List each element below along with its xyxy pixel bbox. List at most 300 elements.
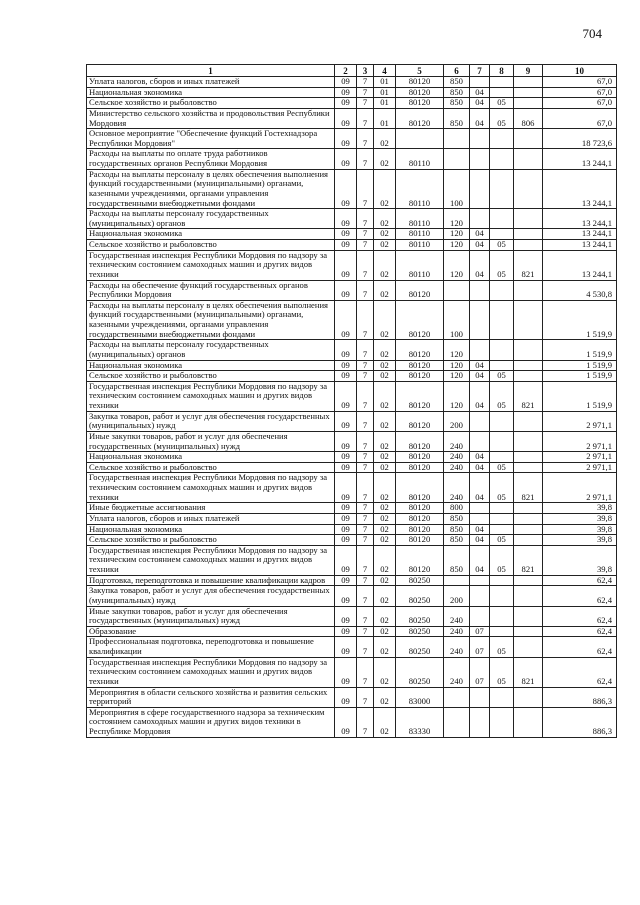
code-cell: 821 xyxy=(514,545,543,575)
amount-cell: 1 519,9 xyxy=(543,381,617,411)
code-cell: 821 xyxy=(514,381,543,411)
code-cell: 80120 xyxy=(396,371,444,382)
table-row xyxy=(87,707,617,737)
table-row xyxy=(87,229,617,240)
row-name: Сельское хозяйство и рыболовство xyxy=(87,98,335,109)
amount-cell: 13 244,1 xyxy=(543,149,617,169)
amount-cell: 39,8 xyxy=(543,524,617,535)
code-cell xyxy=(514,149,543,169)
code-cell: 02 xyxy=(374,687,396,707)
code-cell: 02 xyxy=(374,280,396,300)
row-name: Профессиональная подготовка, переподготовка и повышение квалификации xyxy=(87,637,335,657)
code-cell: 7 xyxy=(357,535,374,546)
code-cell: 7 xyxy=(357,108,374,128)
code-cell: 05 xyxy=(490,545,514,575)
code-cell: 04 xyxy=(470,462,490,473)
row-name: Уплата налогов, сборов и иных платежей xyxy=(87,77,335,88)
code-cell: 7 xyxy=(357,462,374,473)
code-cell: 80250 xyxy=(396,606,444,626)
table-row xyxy=(87,300,617,340)
code-cell xyxy=(514,300,543,340)
row-name: Государственная инспекция Республики Мордовия по надзору за техническим состоянием самоходных машин и других видов техники xyxy=(87,545,335,575)
code-cell: 02 xyxy=(374,606,396,626)
table-row xyxy=(87,280,617,300)
code-cell xyxy=(470,586,490,606)
table-row xyxy=(87,371,617,382)
code-cell: 02 xyxy=(374,300,396,340)
code-cell xyxy=(490,280,514,300)
row-name: Расходы на обеспечение функций государственных органов Республики Мордовия xyxy=(87,280,335,300)
code-cell: 850 xyxy=(444,87,470,98)
code-cell: 09 xyxy=(335,300,357,340)
amount-cell: 13 244,1 xyxy=(543,229,617,240)
code-cell xyxy=(514,606,543,626)
code-cell: 80120 xyxy=(396,300,444,340)
code-cell: 120 xyxy=(444,381,470,411)
code-cell: 83000 xyxy=(396,687,444,707)
code-cell: 7 xyxy=(357,473,374,503)
code-cell: 05 xyxy=(490,657,514,687)
code-cell: 02 xyxy=(374,462,396,473)
code-cell: 02 xyxy=(374,250,396,280)
code-cell: 05 xyxy=(490,98,514,109)
code-cell xyxy=(514,524,543,535)
code-cell xyxy=(490,606,514,626)
code-cell: 7 xyxy=(357,381,374,411)
code-cell xyxy=(470,149,490,169)
table-row xyxy=(87,513,617,524)
code-cell xyxy=(490,209,514,229)
code-cell: 04 xyxy=(470,87,490,98)
code-cell: 7 xyxy=(357,626,374,637)
code-cell: 7 xyxy=(357,250,374,280)
code-cell: 04 xyxy=(470,524,490,535)
table-row xyxy=(87,657,617,687)
code-cell: 09 xyxy=(335,535,357,546)
table-row xyxy=(87,431,617,451)
amount-cell: 62,4 xyxy=(543,606,617,626)
code-cell: 02 xyxy=(374,340,396,360)
code-cell: 7 xyxy=(357,707,374,737)
table-row xyxy=(87,687,617,707)
amount-cell: 18 723,6 xyxy=(543,129,617,149)
code-cell: 02 xyxy=(374,535,396,546)
code-cell xyxy=(514,240,543,251)
code-cell: 02 xyxy=(374,473,396,503)
amount-cell: 62,4 xyxy=(543,626,617,637)
code-cell: 02 xyxy=(374,626,396,637)
amount-cell: 62,4 xyxy=(543,657,617,687)
column-header: 6 xyxy=(444,65,470,77)
code-cell: 80250 xyxy=(396,586,444,606)
code-cell: 05 xyxy=(490,371,514,382)
code-cell: 7 xyxy=(357,513,374,524)
code-cell: 7 xyxy=(357,149,374,169)
code-cell xyxy=(514,280,543,300)
code-cell: 850 xyxy=(444,524,470,535)
code-cell: 09 xyxy=(335,462,357,473)
table-row xyxy=(87,240,617,251)
table-header-row xyxy=(87,65,617,77)
code-cell: 04 xyxy=(470,452,490,463)
code-cell: 200 xyxy=(444,411,470,431)
code-cell: 04 xyxy=(470,545,490,575)
code-cell: 7 xyxy=(357,300,374,340)
code-cell: 02 xyxy=(374,545,396,575)
code-cell: 7 xyxy=(357,545,374,575)
code-cell: 05 xyxy=(490,240,514,251)
row-name: Государственная инспекция Республики Мордовия по надзору за техническим состоянием самоходных машин и других видов техники xyxy=(87,657,335,687)
code-cell: 7 xyxy=(357,503,374,514)
table-row xyxy=(87,77,617,88)
code-cell: 7 xyxy=(357,240,374,251)
code-cell: 7 xyxy=(357,340,374,360)
code-cell: 02 xyxy=(374,129,396,149)
code-cell: 02 xyxy=(374,411,396,431)
code-cell: 7 xyxy=(357,586,374,606)
table-row xyxy=(87,98,617,109)
code-cell: 850 xyxy=(444,108,470,128)
amount-cell: 1 519,9 xyxy=(543,340,617,360)
code-cell: 07 xyxy=(470,657,490,687)
amount-cell: 13 244,1 xyxy=(543,250,617,280)
code-cell: 7 xyxy=(357,606,374,626)
table-row xyxy=(87,87,617,98)
code-cell: 800 xyxy=(444,503,470,514)
table-row xyxy=(87,411,617,431)
code-cell xyxy=(514,77,543,88)
code-cell xyxy=(490,575,514,586)
code-cell: 120 xyxy=(444,209,470,229)
code-cell: 7 xyxy=(357,98,374,109)
code-cell xyxy=(514,687,543,707)
row-name: Основное мероприятие "Обеспечение функций Гостехнадзора Республики Мордовия" xyxy=(87,129,335,149)
code-cell: 120 xyxy=(444,340,470,360)
code-cell xyxy=(514,229,543,240)
code-cell xyxy=(490,77,514,88)
amount-cell: 39,8 xyxy=(543,513,617,524)
amount-cell: 2 971,1 xyxy=(543,462,617,473)
code-cell: 240 xyxy=(444,431,470,451)
code-cell: 02 xyxy=(374,431,396,451)
code-cell xyxy=(470,77,490,88)
code-cell xyxy=(490,513,514,524)
budget-table xyxy=(86,64,617,738)
row-name: Сельское хозяйство и рыболовство xyxy=(87,371,335,382)
code-cell: 80120 xyxy=(396,77,444,88)
code-cell: 80250 xyxy=(396,657,444,687)
code-cell: 850 xyxy=(444,545,470,575)
code-cell: 09 xyxy=(335,240,357,251)
code-cell: 05 xyxy=(490,535,514,546)
code-cell xyxy=(444,687,470,707)
code-cell xyxy=(444,149,470,169)
table-row xyxy=(87,586,617,606)
table-row xyxy=(87,149,617,169)
code-cell: 01 xyxy=(374,77,396,88)
page-number: 704 xyxy=(582,26,602,41)
code-cell xyxy=(470,280,490,300)
table-row xyxy=(87,473,617,503)
code-cell: 80110 xyxy=(396,240,444,251)
amount-cell: 1 519,9 xyxy=(543,371,617,382)
row-name: Сельское хозяйство и рыболовство xyxy=(87,535,335,546)
code-cell: 09 xyxy=(335,707,357,737)
code-cell: 07 xyxy=(470,626,490,637)
code-cell: 80120 xyxy=(396,545,444,575)
code-cell: 02 xyxy=(374,524,396,535)
code-cell: 7 xyxy=(357,77,374,88)
amount-cell: 39,8 xyxy=(543,545,617,575)
row-name: Государственная инспекция Республики Мордовия по надзору за техническим состоянием самоходных машин и других видов техники xyxy=(87,250,335,280)
row-name: Расходы на выплаты персоналу в целях обеспечения выполнения функций государственными (муниципальными) органами, казенными учреждениями, органами управления государственными внебюджетными фондами xyxy=(87,169,335,209)
code-cell xyxy=(514,626,543,637)
code-cell: 7 xyxy=(357,360,374,371)
code-cell: 80250 xyxy=(396,626,444,637)
code-cell xyxy=(514,462,543,473)
code-cell: 80120 xyxy=(396,411,444,431)
code-cell xyxy=(490,149,514,169)
code-cell: 120 xyxy=(444,371,470,382)
code-cell xyxy=(490,360,514,371)
code-cell: 850 xyxy=(444,98,470,109)
code-cell: 02 xyxy=(374,513,396,524)
code-cell xyxy=(514,575,543,586)
code-cell xyxy=(514,87,543,98)
code-cell: 80120 xyxy=(396,462,444,473)
code-cell: 09 xyxy=(335,108,357,128)
code-cell xyxy=(490,452,514,463)
code-cell: 05 xyxy=(490,250,514,280)
code-cell: 120 xyxy=(444,240,470,251)
table-row xyxy=(87,250,617,280)
code-cell: 821 xyxy=(514,250,543,280)
code-cell: 02 xyxy=(374,371,396,382)
code-cell: 09 xyxy=(335,431,357,451)
column-header: 5 xyxy=(396,65,444,77)
code-cell: 09 xyxy=(335,360,357,371)
column-header: 9 xyxy=(514,65,543,77)
code-cell: 09 xyxy=(335,606,357,626)
code-cell xyxy=(396,129,444,149)
code-cell: 120 xyxy=(444,229,470,240)
code-cell xyxy=(514,209,543,229)
code-cell: 09 xyxy=(335,381,357,411)
code-cell: 01 xyxy=(374,98,396,109)
code-cell: 09 xyxy=(335,411,357,431)
code-cell: 806 xyxy=(514,108,543,128)
amount-cell: 13 244,1 xyxy=(543,240,617,251)
code-cell xyxy=(514,513,543,524)
code-cell: 7 xyxy=(357,431,374,451)
code-cell xyxy=(470,687,490,707)
row-name: Министерство сельского хозяйства и продовольствия Республики Мордовия xyxy=(87,108,335,128)
code-cell: 02 xyxy=(374,240,396,251)
table-row xyxy=(87,381,617,411)
table-row xyxy=(87,340,617,360)
code-cell: 80250 xyxy=(396,575,444,586)
table-row xyxy=(87,545,617,575)
code-cell: 240 xyxy=(444,626,470,637)
code-cell: 05 xyxy=(490,108,514,128)
table-row xyxy=(87,637,617,657)
code-cell: 09 xyxy=(335,575,357,586)
code-cell: 240 xyxy=(444,462,470,473)
code-cell xyxy=(490,687,514,707)
code-cell: 04 xyxy=(470,371,490,382)
code-cell: 09 xyxy=(335,340,357,360)
code-cell xyxy=(514,707,543,737)
code-cell xyxy=(470,169,490,209)
code-cell: 09 xyxy=(335,280,357,300)
column-header: 10 xyxy=(543,65,617,77)
code-cell: 7 xyxy=(357,229,374,240)
code-cell: 09 xyxy=(335,149,357,169)
code-cell xyxy=(514,98,543,109)
column-header: 2 xyxy=(335,65,357,77)
code-cell: 04 xyxy=(470,98,490,109)
code-cell: 7 xyxy=(357,129,374,149)
code-cell xyxy=(470,513,490,524)
column-header: 4 xyxy=(374,65,396,77)
row-name: Расходы на выплаты по оплате труда работников государственных органов Республики Мордовия xyxy=(87,149,335,169)
code-cell: 02 xyxy=(374,229,396,240)
column-header: 8 xyxy=(490,65,514,77)
code-cell: 09 xyxy=(335,209,357,229)
row-name: Иные закупки товаров, работ и услуг для обеспечения государственных (муниципальных) нужд xyxy=(87,606,335,626)
code-cell xyxy=(470,411,490,431)
code-cell: 100 xyxy=(444,169,470,209)
code-cell: 09 xyxy=(335,87,357,98)
code-cell: 02 xyxy=(374,637,396,657)
code-cell xyxy=(514,411,543,431)
code-cell: 850 xyxy=(444,513,470,524)
amount-cell: 39,8 xyxy=(543,535,617,546)
code-cell: 05 xyxy=(490,473,514,503)
code-cell: 80120 xyxy=(396,452,444,463)
amount-cell: 1 519,9 xyxy=(543,300,617,340)
code-cell: 09 xyxy=(335,452,357,463)
code-cell: 7 xyxy=(357,637,374,657)
table-row xyxy=(87,452,617,463)
code-cell: 80120 xyxy=(396,340,444,360)
code-cell: 80120 xyxy=(396,503,444,514)
code-cell: 7 xyxy=(357,687,374,707)
code-cell xyxy=(470,340,490,360)
row-name: Закупка товаров, работ и услуг для обеспечения государственных (муниципальных) нужд xyxy=(87,586,335,606)
table-body xyxy=(87,77,617,738)
code-cell: 7 xyxy=(357,411,374,431)
amount-cell: 67,0 xyxy=(543,87,617,98)
code-cell: 01 xyxy=(374,108,396,128)
row-name: Подготовка, переподготовка и повышение квалификации кадров xyxy=(87,575,335,586)
code-cell: 200 xyxy=(444,586,470,606)
code-cell: 850 xyxy=(444,77,470,88)
code-cell xyxy=(490,129,514,149)
code-cell: 80120 xyxy=(396,360,444,371)
code-cell: 09 xyxy=(335,169,357,209)
code-cell: 80120 xyxy=(396,87,444,98)
row-name: Образование xyxy=(87,626,335,637)
table-row xyxy=(87,129,617,149)
code-cell xyxy=(514,535,543,546)
code-cell: 7 xyxy=(357,575,374,586)
code-cell: 04 xyxy=(470,229,490,240)
table-row xyxy=(87,575,617,586)
table-row xyxy=(87,360,617,371)
code-cell: 04 xyxy=(470,108,490,128)
row-name: Национальная экономика xyxy=(87,360,335,371)
code-cell xyxy=(470,503,490,514)
code-cell: 07 xyxy=(470,637,490,657)
code-cell xyxy=(444,575,470,586)
code-cell: 120 xyxy=(444,250,470,280)
code-cell: 850 xyxy=(444,535,470,546)
code-cell: 04 xyxy=(470,381,490,411)
row-name: Расходы на выплаты персоналу в целях обеспечения выполнения функций государственными (муниципальными) органами, казенными учреждениями, органами управления государственными внебюджетными фондами xyxy=(87,300,335,340)
code-cell xyxy=(514,503,543,514)
code-cell xyxy=(444,707,470,737)
code-cell: 04 xyxy=(470,473,490,503)
amount-cell: 62,4 xyxy=(543,586,617,606)
code-cell: 80120 xyxy=(396,381,444,411)
row-name: Национальная экономика xyxy=(87,87,335,98)
code-cell xyxy=(470,431,490,451)
code-cell: 100 xyxy=(444,300,470,340)
code-cell: 7 xyxy=(357,524,374,535)
code-cell xyxy=(490,707,514,737)
code-cell xyxy=(470,300,490,340)
amount-cell: 886,3 xyxy=(543,707,617,737)
code-cell: 240 xyxy=(444,606,470,626)
table-row xyxy=(87,169,617,209)
code-cell: 80110 xyxy=(396,169,444,209)
row-name: Уплата налогов, сборов и иных платежей xyxy=(87,513,335,524)
code-cell xyxy=(490,300,514,340)
code-cell: 09 xyxy=(335,637,357,657)
code-cell: 80120 xyxy=(396,280,444,300)
amount-cell: 2 971,1 xyxy=(543,431,617,451)
amount-cell: 1 519,9 xyxy=(543,360,617,371)
code-cell xyxy=(490,586,514,606)
code-cell: 80110 xyxy=(396,229,444,240)
row-name: Сельское хозяйство и рыболовство xyxy=(87,462,335,473)
code-cell: 04 xyxy=(470,360,490,371)
code-cell: 240 xyxy=(444,452,470,463)
code-cell: 80120 xyxy=(396,98,444,109)
amount-cell: 4 530,8 xyxy=(543,280,617,300)
row-name: Национальная экономика xyxy=(87,229,335,240)
code-cell: 09 xyxy=(335,371,357,382)
table-row xyxy=(87,524,617,535)
code-cell: 09 xyxy=(335,98,357,109)
code-cell: 02 xyxy=(374,360,396,371)
amount-cell: 2 971,1 xyxy=(543,411,617,431)
code-cell xyxy=(490,87,514,98)
code-cell: 02 xyxy=(374,452,396,463)
code-cell: 7 xyxy=(357,169,374,209)
row-name: Мероприятия в области сельского хозяйства и развития сельских территорий xyxy=(87,687,335,707)
amount-cell: 13 244,1 xyxy=(543,209,617,229)
row-name: Закупка товаров, работ и услуг для обеспечения государственных (муниципальных) нужд xyxy=(87,411,335,431)
code-cell: 09 xyxy=(335,687,357,707)
code-cell: 09 xyxy=(335,657,357,687)
amount-cell: 2 971,1 xyxy=(543,473,617,503)
code-cell: 80120 xyxy=(396,513,444,524)
code-cell: 80120 xyxy=(396,108,444,128)
code-cell: 7 xyxy=(357,87,374,98)
table-row xyxy=(87,535,617,546)
